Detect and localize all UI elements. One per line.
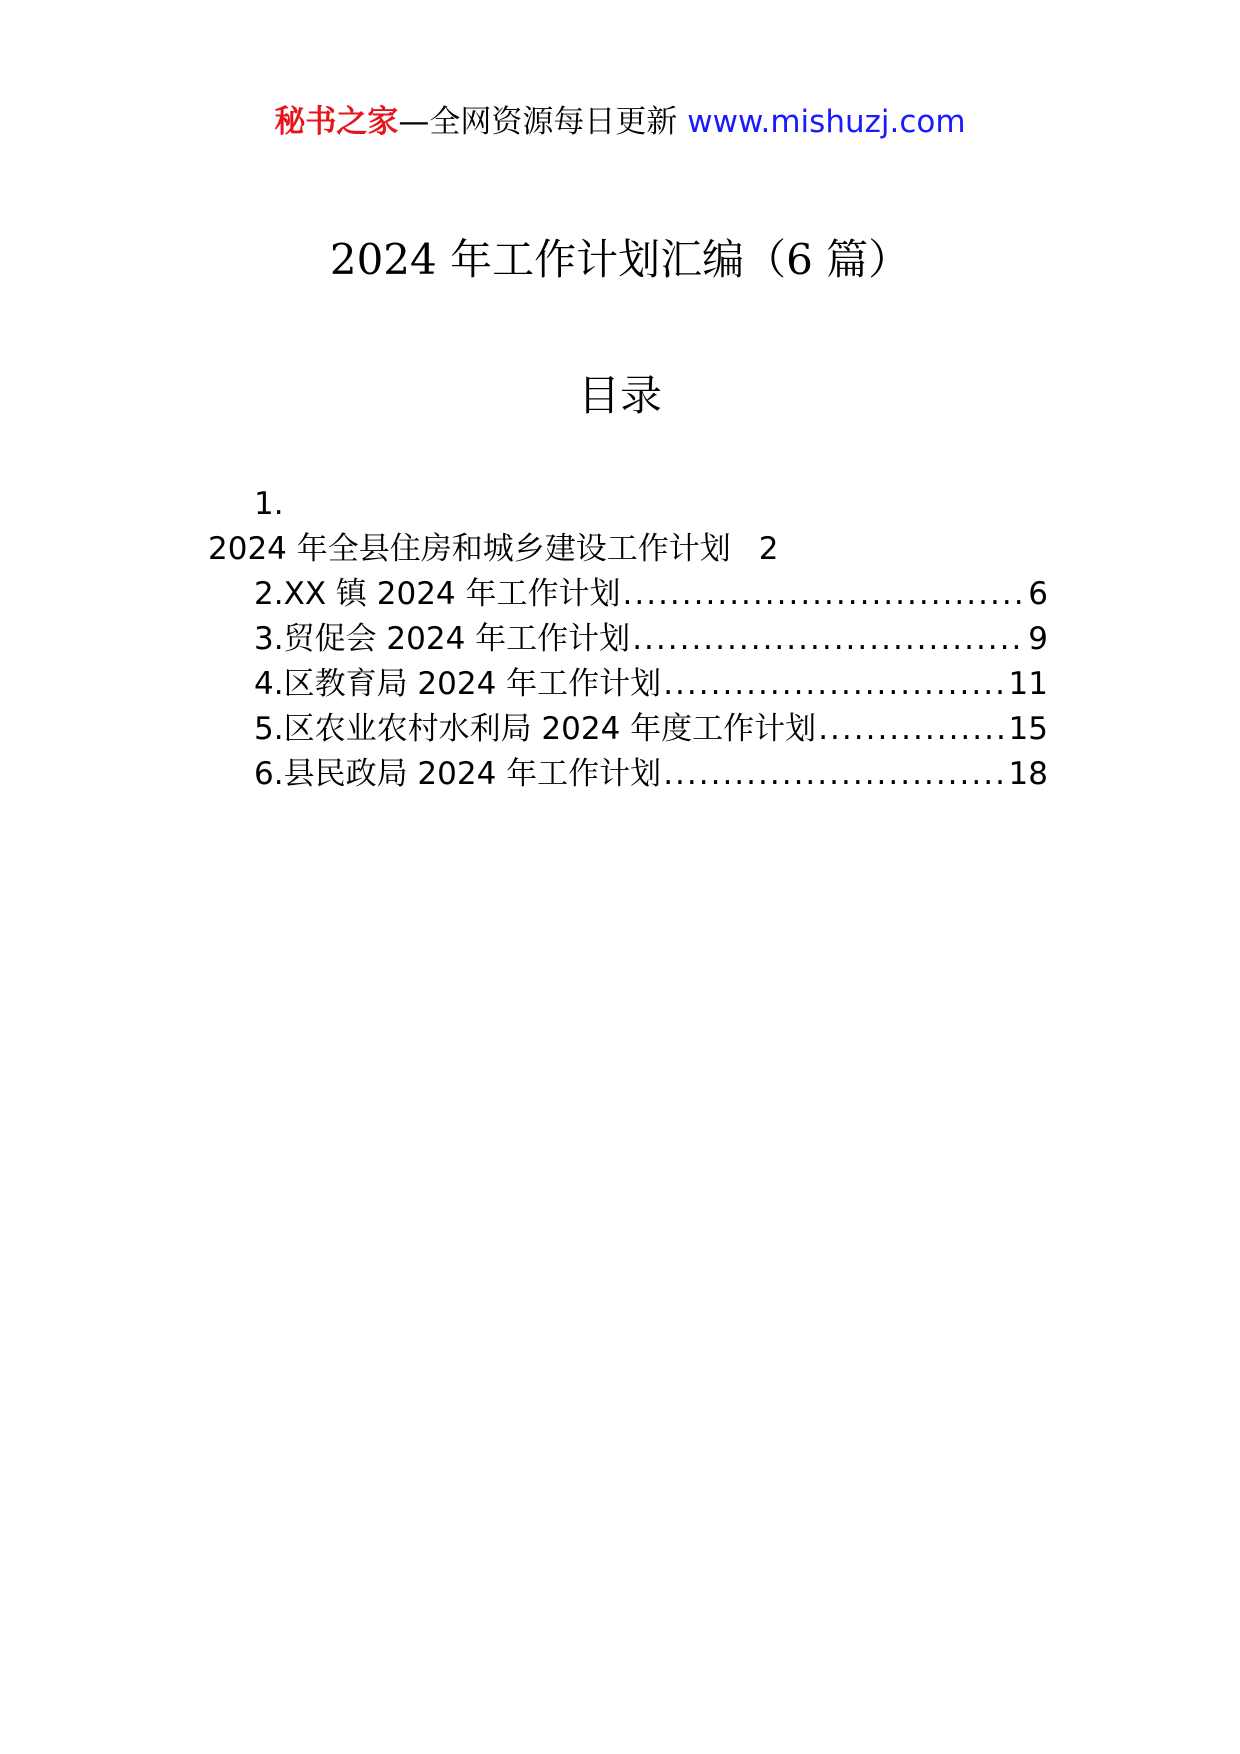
toc-item-label: 2.XX 镇 2024 年工作计划 <box>254 576 621 612</box>
site-url-link[interactable]: www.mishuzj.com <box>687 104 966 140</box>
toc-item-label: 2024 年全县住房和城乡建设工作计划 <box>208 531 731 567</box>
toc-item-page: 9 <box>1028 621 1048 657</box>
toc-item-6[interactable] <box>208 752 1048 797</box>
toc-item-page: 11 <box>1008 666 1048 702</box>
toc-item-label: 6.县民政局 2024 年工作计划 <box>254 756 662 792</box>
toc-item-2[interactable] <box>208 572 1048 617</box>
toc-item-page: 18 <box>1008 756 1048 792</box>
toc-item-4[interactable] <box>208 662 1048 707</box>
toc-item-5[interactable] <box>208 707 1048 752</box>
dot-leader <box>623 572 1027 617</box>
site-banner <box>0 100 1240 144</box>
brand-name: 秘书之家 <box>274 104 399 140</box>
toc-item-1[interactable] <box>208 527 1048 572</box>
toc-item-page: 2 <box>758 531 779 567</box>
toc-item-label: 5.区农业农村水利局 2024 年度工作计划 <box>254 711 817 747</box>
document-title: 2024 年工作计划汇编（6 篇） <box>329 235 911 284</box>
dot-leader <box>663 752 1006 797</box>
toc-item-page: 6 <box>1028 576 1048 612</box>
toc-item-label: 4.区教育局 2024 年工作计划 <box>254 666 662 702</box>
toc-item-page: 15 <box>1008 711 1048 747</box>
toc-heading: 目录 <box>577 371 662 420</box>
toc-item-1-number[interactable]: 1. <box>254 486 284 522</box>
banner-slogan: —全网资源每日更新 <box>398 104 678 140</box>
table-of-contents <box>208 482 1048 797</box>
toc-item-3[interactable] <box>208 617 1048 662</box>
dot-leader <box>632 617 1026 662</box>
toc-item-label: 3.贸促会 2024 年工作计划 <box>254 621 631 657</box>
dot-leader <box>663 662 1006 707</box>
dot-leader <box>818 707 1006 752</box>
